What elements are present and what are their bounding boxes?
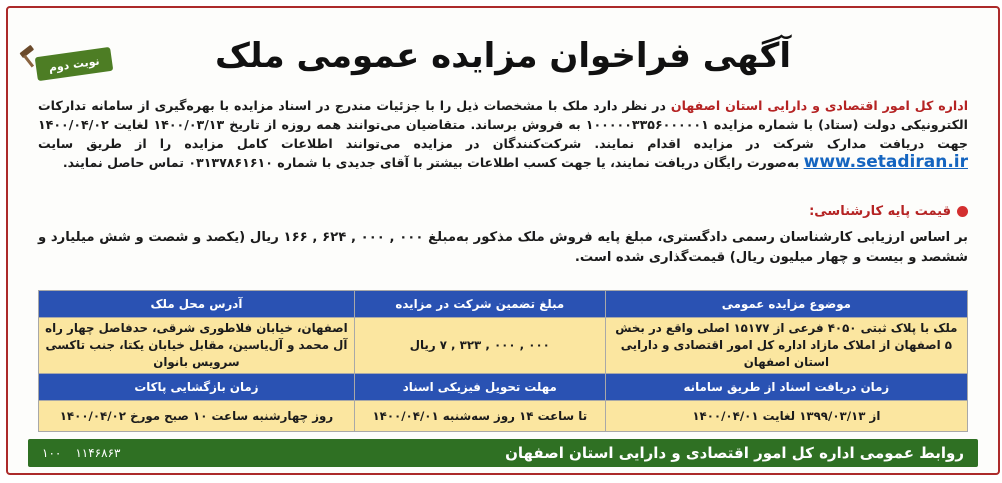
intro-text-2: به‌صورت رایگان دریافت نمایند، یا جهت کسب اطلاعات بیشتر با آقای جدیدی با شماره ۰۳۱۳۷۸۶۱۶۱۰ تماس حاصل نمایند. xyxy=(62,155,800,170)
table-header-row xyxy=(39,291,968,318)
bullet-icon xyxy=(957,206,968,217)
edition-badge-label: نوبت دوم xyxy=(47,54,101,74)
price-heading xyxy=(809,204,968,219)
table-cell: ۰۰۰ , ۰۰۰ , ۳۲۳ , ۷ ریال xyxy=(354,318,605,374)
table-header-cell: مبلغ تضمین شرکت در مزایده xyxy=(354,291,605,318)
footer-title: روابط عمومی اداره کل امور اقتصادی و دارایی استان اصفهان xyxy=(505,444,964,462)
table-row xyxy=(39,318,968,374)
advertisement-page xyxy=(6,6,1000,475)
table-header-cell: زمان دریافت اسناد از طریق سامانه xyxy=(605,374,967,401)
page-title: آگهی فراخوان مزایده عمومی ملک xyxy=(214,36,792,76)
table-header-cell: موضوع مزایده عمومی xyxy=(605,291,967,318)
table-header-cell: آدرس محل ملک xyxy=(39,291,355,318)
table-cell: تا ساعت ۱۴ روز سه‌شنبه ۱۴۰۰/۰۴/۰۱ xyxy=(354,401,605,432)
footer-numbers xyxy=(42,446,120,460)
org-name: اداره کل امور اقتصادی و دارایی استان اصفهان xyxy=(670,98,969,113)
footer-bar xyxy=(28,439,978,467)
table-header-cell: زمان بازگشایی پاکات xyxy=(39,374,355,401)
table-cell: از ۱۳۹۹/۰۳/۱۳ لغایت ۱۴۰۰/۰۴/۰۱ xyxy=(605,401,967,432)
page-number: ۱۰۰ xyxy=(42,446,62,460)
table-row xyxy=(39,401,968,432)
price-heading-label: قیمت پایه کارشناسی: xyxy=(809,204,951,219)
ad-code: ۱۱۴۶۸۶۳ xyxy=(75,446,121,460)
table-cell: ملک با پلاک ثبتی ۴۰۵۰ فرعی از ۱۵۱۷۷ اصلی واقع در بخش ۵ اصفهان از املاک مازاد اداره کل امور اقتصادی و دارایی استان اصفهان xyxy=(605,318,967,374)
price-paragraph: بر اساس ارزیابی کارشناسان رسمی دادگستری، مبلغ پایه فروش ملک مذکور به‌مبلغ ۰۰۰ , ۰۰۰ , ۶۲۴ , ۱۶۶ ریال (یکصد و شصت و شش میلیارد و ششصد و بیست و چهار میلیون ریال) قیمت‌گذاری شده است. xyxy=(38,230,968,265)
table-cell: روز چهارشنبه ساعت ۱۰ صبح مورخ ۱۴۰۰/۰۴/۰۲ xyxy=(39,401,355,432)
table-header-cell: مهلت تحویل فیزیکی اسناد xyxy=(354,374,605,401)
table-header-row xyxy=(39,374,968,401)
intro-paragraph xyxy=(38,96,968,172)
setad-website-link[interactable]: www.setadiran.ir xyxy=(803,152,968,172)
intro-text-1: در نظر دارد ملک با مشخصات ذیل را با جزئیات مندرج در اسناد مزایده با بهره‌گیری از سامانه تدارکات الکترونیکی دولت (ستاد) با شماره مزایده ۱۰۰۰۰۰۳۳۵۶۰۰۰۰۰۱ به فروش برساند. متقاضیان می‌توانند همه روزه از تاریخ ۱۴۰۰/۰۳/۱۳ لغایت ۱۴۰۰/۰۴/۰۲ جهت دریافت مدارک شرکت در مزایده اقدام نمایند. شرکت‌کنندگان در مزایده می‌توانند اطلاعات کامل مزایده را از طریق سایت xyxy=(38,98,968,151)
auction-info-table xyxy=(38,290,968,432)
table-cell: اصفهان، خیابان فلاطوری شرقی، حدفاصل چهار راه آل محمد و آل‌یاسین، مقابل خیابان یکتا، جنب تاکسی سرویس بانوان xyxy=(39,318,355,374)
